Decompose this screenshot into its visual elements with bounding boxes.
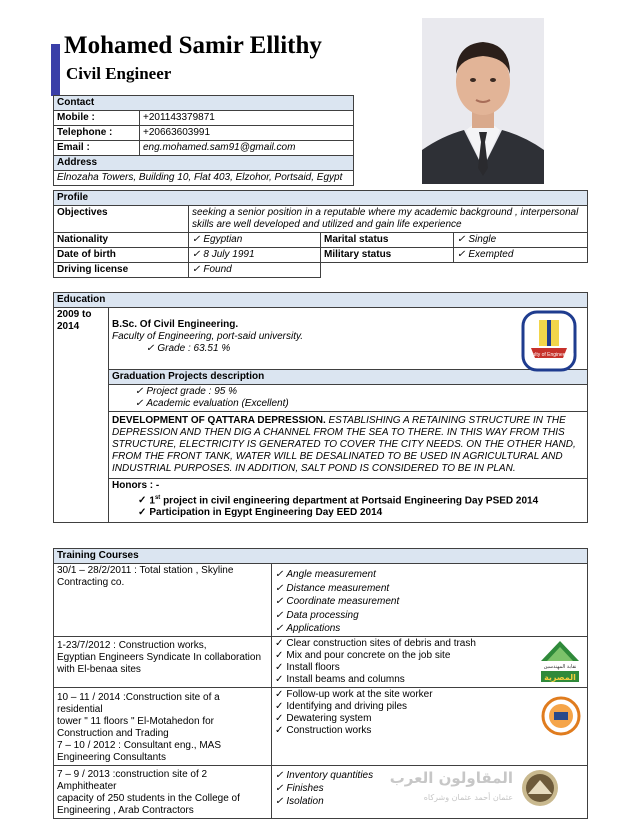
objectives-label: Objectives xyxy=(54,206,189,233)
course-1-skill: ✓ Distance measurement xyxy=(275,582,584,596)
dob-label: Date of birth xyxy=(54,248,189,263)
consultant-logo xyxy=(541,696,581,740)
course-4-info xyxy=(54,765,272,818)
mobile-value: +201143379871 xyxy=(140,111,354,126)
arab-contractors-logo-text: المقاولون العرب xyxy=(389,768,513,787)
honor-1-sup: st xyxy=(154,495,161,501)
arab-contractors-emblem xyxy=(520,768,560,808)
degree-cell xyxy=(109,308,588,370)
course-4-skill: ✓ Inventory quantities xyxy=(275,769,584,782)
course-4-skill: ✓ Isolation xyxy=(275,795,584,808)
address-heading: Address xyxy=(54,156,354,171)
telephone-label: Telephone : xyxy=(54,126,140,141)
telephone-value: +20663603991 xyxy=(140,126,354,141)
honor-1 xyxy=(112,492,584,507)
profile-table xyxy=(53,190,588,278)
course-3-line3: Construction and Trading xyxy=(57,727,169,739)
course-2-line2: Egyptian Engineers Syndicate In collaboration xyxy=(57,651,262,663)
course-3-skill: ✓ Dewatering system xyxy=(275,713,584,725)
course-2-line3: with El-benaa sites xyxy=(57,663,141,675)
profile-heading: Profile xyxy=(54,191,588,206)
course-3-skills xyxy=(272,687,588,765)
course-1-skills xyxy=(272,564,588,637)
contact-heading: Contact xyxy=(54,96,354,111)
driving-value: ✓ Found xyxy=(189,263,321,278)
course-2-line1: 1-23/7/2012 : Construction works, xyxy=(57,639,207,651)
syndicate-logo-top: نقابة المهندسين xyxy=(543,663,577,670)
honor-1-text: project in civil engineering department at Portsaid Engineering Day PSED 2014 xyxy=(163,495,539,507)
honors-label: Honors : - xyxy=(112,480,160,491)
objectives-value xyxy=(189,206,588,233)
course-4-line1: 7 – 9 / 2013 :construction site of 2 Amphitheater xyxy=(57,768,208,792)
candidate-name: Mohamed Samir Ellithy xyxy=(64,32,322,59)
objectives-line1: seeking a senior position in a reputable where my academic background , interpersonal xyxy=(192,207,579,218)
course-1-skill: ✓ Data processing xyxy=(275,609,584,623)
course-3-skill: ✓ Identifying and driving piles xyxy=(275,701,584,713)
course-2-skill: ✓ Mix and pour concrete on the job site xyxy=(275,650,584,662)
military-label: Military status xyxy=(321,248,454,263)
marital-value: ✓ Single xyxy=(454,233,588,248)
syndicate-logo-text: المصرية xyxy=(544,672,576,682)
academic-evaluation: ✓ Academic evaluation (Excellent) xyxy=(135,398,584,410)
job-title: Civil Engineer xyxy=(66,64,172,83)
course-2-skill: ✓ Install floors xyxy=(275,662,584,674)
driving-label: Driving license xyxy=(54,263,189,278)
email-label: Email : xyxy=(54,141,140,156)
mobile-label: Mobile : xyxy=(54,111,140,126)
course-4-line3: Engineering , Arab Contractors xyxy=(57,804,194,816)
project-description xyxy=(109,412,588,479)
course-2-skill: ✓ Install beams and columns xyxy=(275,674,584,686)
course-4-skills xyxy=(272,765,588,818)
arab-contractors-logo-sub: عثمان أحمد عثمان وشركاه xyxy=(423,792,513,802)
military-value: ✓ Exempted xyxy=(454,248,588,263)
course-1-line1: 30/1 – 28/2/2011 : Total station , Skyline xyxy=(57,565,234,576)
accent-bar xyxy=(51,44,60,96)
project-desc-text: ESTABLISHING A RETAINING STRUCTURE IN THE DEPRESSION AND THEN DIG A CHANNEL FROM THE SEA TO THERE. IN THIS WAY FROM THIS STRUCTURE, ELECTRICITY IS GENERATED TO COVER THE CITY NEEDS. ON THE OTHER HAND, FROM THE FRONT TANK, WATER WILL BE DESALINATED TO BE USED IN AGRICULTURAL AND INDUSTRIAL PURPOSES. IN ADDITION, SALT POND IS CONSIDERED TO BE IN PLAN. xyxy=(112,415,576,474)
course-1-skill: ✓ Coordinate measurement xyxy=(275,595,584,609)
education-years xyxy=(54,308,109,523)
honors-cell xyxy=(109,479,588,523)
course-3-line5: Engineering Consultants xyxy=(57,751,166,763)
university-logo-text: Faculty of Engineering xyxy=(524,352,574,358)
faculty: Faculty of Engineering, port-said university. xyxy=(112,331,304,342)
education-years-end: 2014 xyxy=(57,321,80,332)
arab-contractors-logo xyxy=(388,768,568,806)
course-3-line4: 7 – 10 / 2012 : Consultant eng., MAS xyxy=(57,739,221,751)
training-table xyxy=(53,548,588,819)
contact-table xyxy=(53,95,354,186)
email-value[interactable]: eng.mohamed.sam91@gmail.com xyxy=(140,141,354,156)
university-logo xyxy=(521,310,577,376)
course-1-skill: ✓ Angle measurement xyxy=(275,568,584,582)
degree: B.Sc. Of Civil Engineering. xyxy=(112,319,239,330)
course-1-line2: Contracting co. xyxy=(57,577,125,588)
education-table xyxy=(53,292,588,523)
syndicate-logo xyxy=(537,637,583,687)
dob-value: ✓ 8 July 1991 xyxy=(189,248,321,263)
nationality-label: Nationality xyxy=(54,233,189,248)
address-value: Elnozaha Towers, Building 10, Flat 403, Elzohor, Portsaid, Egypt xyxy=(54,171,354,186)
course-4-line2: capacity of 250 students in the College of xyxy=(57,792,240,804)
grade: ✓ Grade : 63.51 % xyxy=(112,343,584,355)
graduation-projects-heading: Graduation Projects description xyxy=(109,370,588,385)
course-1-skill: ✓ Applications xyxy=(275,622,584,636)
course-3-line2: tower " 11 floors " El-Motahedon for xyxy=(57,715,214,727)
course-3-info xyxy=(54,687,272,765)
profile-photo xyxy=(422,18,544,184)
course-3-line1: 10 – 11 / 2014 :Construction site of a residential xyxy=(57,691,220,715)
honor-2: ✓ Participation in Egypt Engineering Day EED 2014 xyxy=(112,507,584,519)
course-2-info xyxy=(54,636,272,687)
objectives-line2: skills are well developed and utilized and gain life experience xyxy=(192,219,462,230)
training-heading: Training Courses xyxy=(54,549,588,564)
education-years-start: 2009 to xyxy=(57,309,92,320)
course-3-skill: ✓ Follow-up work at the site worker xyxy=(275,689,584,701)
marital-label: Marital status xyxy=(321,233,454,248)
course-2-skill: ✓ Clear construction sites of debris and trash xyxy=(275,638,584,650)
project-title: DEVELOPMENT OF QATTARA DEPRESSION. xyxy=(112,415,326,426)
nationality-value: ✓ Egyptian xyxy=(189,233,321,248)
education-heading: Education xyxy=(54,293,588,308)
project-evaluation xyxy=(109,385,588,412)
project-grade: ✓ Project grade : 95 % xyxy=(135,386,584,398)
course-1-info xyxy=(54,564,272,637)
course-4-skill: ✓ Finishes xyxy=(275,782,584,795)
course-2-skills xyxy=(272,636,588,687)
course-3-skill: ✓ Construction works xyxy=(275,725,584,737)
honor-1-num: 1 xyxy=(149,495,155,507)
